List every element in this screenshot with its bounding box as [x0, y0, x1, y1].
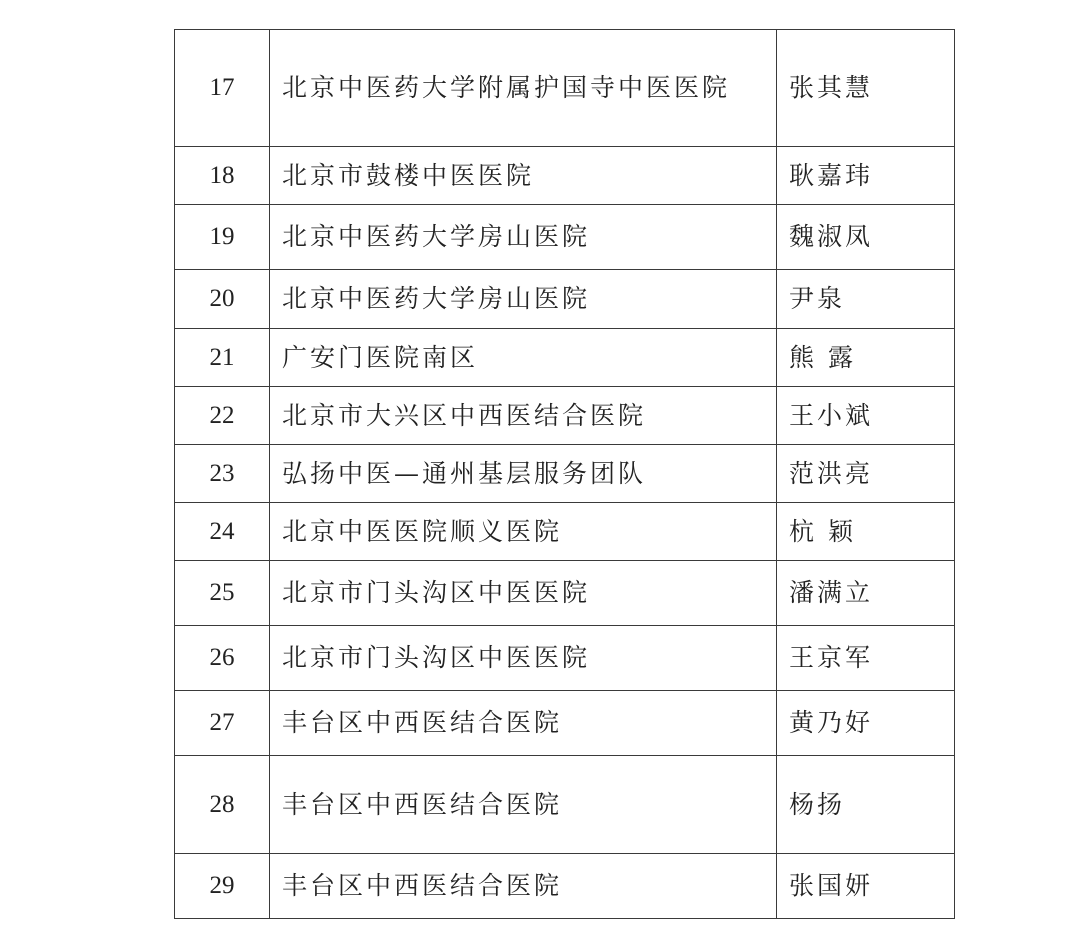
row-number: 23 — [175, 445, 270, 503]
row-number: 21 — [175, 329, 270, 387]
row-number: 24 — [175, 503, 270, 561]
unit-name: 北京市门头沟区中医医院 — [270, 561, 777, 626]
person-name: 张国妍 — [777, 854, 955, 919]
row-number: 18 — [175, 147, 270, 205]
unit-name: 广安门医院南区 — [270, 329, 777, 387]
person-name: 黄乃好 — [777, 691, 955, 756]
table-row — [175, 691, 955, 756]
person-name: 尹泉 — [777, 270, 955, 329]
person-name: 耿嘉玮 — [777, 147, 955, 205]
person-name: 杨扬 — [777, 756, 955, 854]
unit-name: 北京市门头沟区中医医院 — [270, 626, 777, 691]
row-number: 29 — [175, 854, 270, 919]
unit-name: 北京中医药大学房山医院 — [270, 270, 777, 329]
row-number: 20 — [175, 270, 270, 329]
row-number: 22 — [175, 387, 270, 445]
table-row — [175, 756, 955, 854]
award-list-table — [174, 29, 955, 919]
person-name: 范洪亮 — [777, 445, 955, 503]
unit-name: 丰台区中西医结合医院 — [270, 854, 777, 919]
table-row — [175, 270, 955, 329]
row-number: 26 — [175, 626, 270, 691]
person-name: 杭 颖 — [777, 503, 955, 561]
table-row — [175, 561, 955, 626]
row-number: 25 — [175, 561, 270, 626]
person-name: 魏淑凤 — [777, 205, 955, 270]
table-row — [175, 854, 955, 919]
table-row — [175, 503, 955, 561]
unit-name: 北京市大兴区中西医结合医院 — [270, 387, 777, 445]
row-number: 28 — [175, 756, 270, 854]
person-name: 潘满立 — [777, 561, 955, 626]
unit-name: 北京市鼓楼中医医院 — [270, 147, 777, 205]
unit-name: 北京中医医院顺义医院 — [270, 503, 777, 561]
person-name: 王小斌 — [777, 387, 955, 445]
table-row — [175, 626, 955, 691]
unit-name: 北京中医药大学房山医院 — [270, 205, 777, 270]
person-name: 张其慧 — [777, 30, 955, 147]
table-row — [175, 445, 955, 503]
table-row — [175, 30, 955, 147]
unit-name: 弘扬中医—通州基层服务团队 — [270, 445, 777, 503]
table-row — [175, 329, 955, 387]
person-name: 王京军 — [777, 626, 955, 691]
table-row — [175, 205, 955, 270]
row-number: 17 — [175, 30, 270, 147]
unit-name: 北京中医药大学附属护国寺中医医院 — [270, 30, 777, 147]
unit-name: 丰台区中西医结合医院 — [270, 691, 777, 756]
row-number: 27 — [175, 691, 270, 756]
table-row — [175, 147, 955, 205]
unit-name: 丰台区中西医结合医院 — [270, 756, 777, 854]
person-name: 熊 露 — [777, 329, 955, 387]
row-number: 19 — [175, 205, 270, 270]
table-row — [175, 387, 955, 445]
